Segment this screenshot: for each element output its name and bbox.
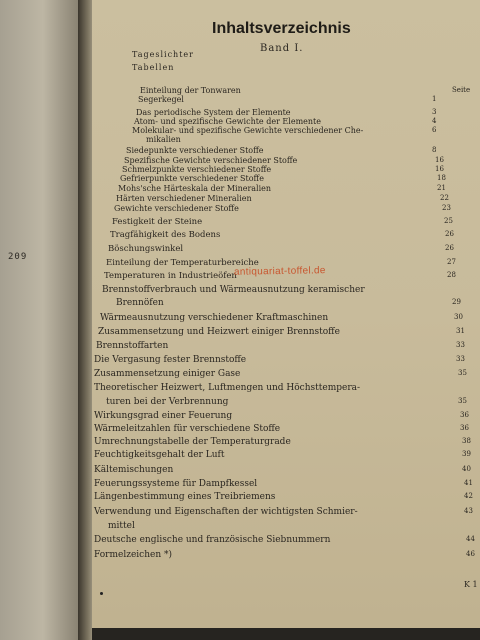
toc-entry-title: Siedepunkte verschiedener Stoffe [126, 146, 264, 155]
toc-entry-page: 35 [458, 369, 467, 377]
section-header-tageslichter: Tageslichter [132, 50, 194, 59]
toc-entry-title: Formelzeichen *) [94, 550, 172, 560]
toc-entry-title: Wärmeausnutzung verschiedener Kraftmaschinen [100, 313, 329, 323]
toc-entry-page: 33 [456, 355, 465, 363]
page-column-header: Seite [452, 86, 471, 94]
toc-entry-title: Theoretischer Heizwert, Luftmengen und Höchsttempera- [94, 383, 361, 393]
toc-entry-page: 4 [432, 117, 437, 125]
toc-entry-title: turen bei der Verbrennung [106, 397, 229, 407]
toc-entry-page: 26 [445, 244, 454, 252]
toc-entry-page: 28 [447, 271, 456, 279]
toc-entry-page: 30 [454, 313, 463, 321]
toc-entry-page: 16 [435, 165, 444, 173]
toc-entry-page: 1 [432, 95, 437, 103]
toc-entry-title: Segerkegel [138, 95, 184, 104]
page-dot [100, 592, 103, 595]
toc-entry-title: Einteilung der Tonwaren [140, 86, 241, 95]
toc-entry-page: 31 [456, 327, 465, 335]
toc-entry-title: Feuchtigkeitsgehalt der Luft [94, 450, 225, 460]
toc-entry-page: 27 [447, 258, 456, 266]
volume-label: Band I. [260, 43, 304, 54]
toc-entry-title: Zusammensetzung und Heizwert einiger Brennstoffe [98, 327, 340, 337]
toc-entry-page: 35 [458, 397, 467, 405]
toc-entry-page: 46 [466, 550, 475, 558]
toc-entry-title: Wärmeleitzahlen für verschiedene Stoffe [94, 424, 281, 434]
toc-entry-page: 25 [444, 217, 453, 225]
toc-entry-title: Umrechnungstabelle der Temperaturgrade [94, 437, 291, 447]
toc-entry-title: Brennöfen [116, 298, 164, 308]
toc-entry-title: Verwendung und Eigenschaften der wichtigsten Schmier- [94, 507, 358, 517]
toc-entry-title: Die Vergasung fester Brennstoffe [94, 355, 247, 365]
toc-entry-page: 3 [432, 108, 437, 116]
page-bottom-edge [92, 628, 480, 640]
toc-entry-title: Kältemischungen [94, 465, 174, 475]
toc-entry-title: Längenbestimmung eines Treibriemens [94, 492, 276, 502]
toc-entry-page: 23 [442, 204, 451, 212]
toc-entry-page: 44 [466, 535, 475, 543]
page-title: Inhaltsverzeichnis [212, 20, 351, 37]
toc-list [92, 0, 480, 628]
toc-entry-title: Brennstoffarten [96, 341, 169, 351]
toc-entry-title: mittel [108, 521, 135, 531]
dealer-stamp: antiquariat-toffel.de [233, 265, 326, 278]
toc-entry-title: Festigkeit der Steine [112, 217, 203, 227]
toc-entry-title: Einteilung der Temperaturbereiche [106, 258, 259, 268]
toc-entry-page: 21 [437, 184, 446, 192]
toc-entry-title: Deutsche englische und französische Siebnummern [94, 535, 331, 545]
toc-entry-title: Wirkungsgrad einer Feuerung [94, 411, 233, 421]
section-header-tabellen: Tabellen [132, 63, 175, 72]
toc-entry-page: 22 [440, 194, 449, 202]
toc-entry-title: Feuerungssysteme für Dampfkessel [94, 479, 258, 489]
toc-entry-page: 6 [432, 126, 437, 134]
toc-entry-page: 40 [462, 465, 471, 473]
toc-entry-page: 26 [445, 230, 454, 238]
toc-entry-page: 16 [435, 156, 444, 164]
toc-entry-page: 8 [432, 146, 437, 154]
toc-entry-page: 36 [460, 424, 469, 432]
toc-entry-title: Zusammensetzung einiger Gase [94, 369, 241, 379]
toc-entry-title: Mohs'sche Härteskala der Mineralien [118, 184, 272, 193]
toc-entry-title: Böschungswinkel [108, 244, 184, 254]
toc-entry-page: 42 [464, 492, 473, 500]
toc-entry-title: Das periodische System der Elemente [136, 108, 291, 117]
toc-entry-title: Tragfähigkeit des Bodens [110, 230, 221, 240]
toc-entry-page: 43 [464, 507, 473, 515]
toc-entry-title: Atom- und spezifische Gewichte der Elemente [134, 117, 321, 126]
left-page-fragment: 209 [8, 252, 28, 262]
toc-entry-page: 29 [452, 298, 461, 306]
toc-entry-title: Molekular- und spezifische Gewichte verschiedener Che- [132, 126, 364, 135]
toc-entry-title: Spezifische Gewichte verschiedener Stoffe [124, 156, 298, 165]
toc-entry-title: Gefrierpunkte verschiedener Stoffe [120, 174, 264, 183]
toc-entry-title: mikalien [146, 135, 181, 144]
left-page-edge [0, 0, 78, 640]
toc-entry-page: 41 [464, 479, 473, 487]
toc-entry-title: Härten verschiedener Mineralien [116, 194, 252, 203]
corner-mark: K 1 [464, 580, 478, 589]
toc-entry-title: Schmelzpunkte verschiedener Stoffe [122, 165, 272, 174]
toc-entry-page: 18 [437, 174, 446, 182]
toc-entry-page: 36 [460, 411, 469, 419]
toc-entry-page: 33 [456, 341, 465, 349]
toc-entry-title: Brennstoffverbrauch und Wärmeausnutzung keramischer [102, 285, 365, 295]
contents-page [92, 0, 480, 628]
toc-entry-page: 39 [462, 450, 471, 458]
toc-entry-page: 38 [462, 437, 471, 445]
toc-entry-title: Temperaturen in Industrieöfen [104, 271, 237, 281]
toc-entry-title: Gewichte verschiedener Stoffe [114, 204, 239, 213]
